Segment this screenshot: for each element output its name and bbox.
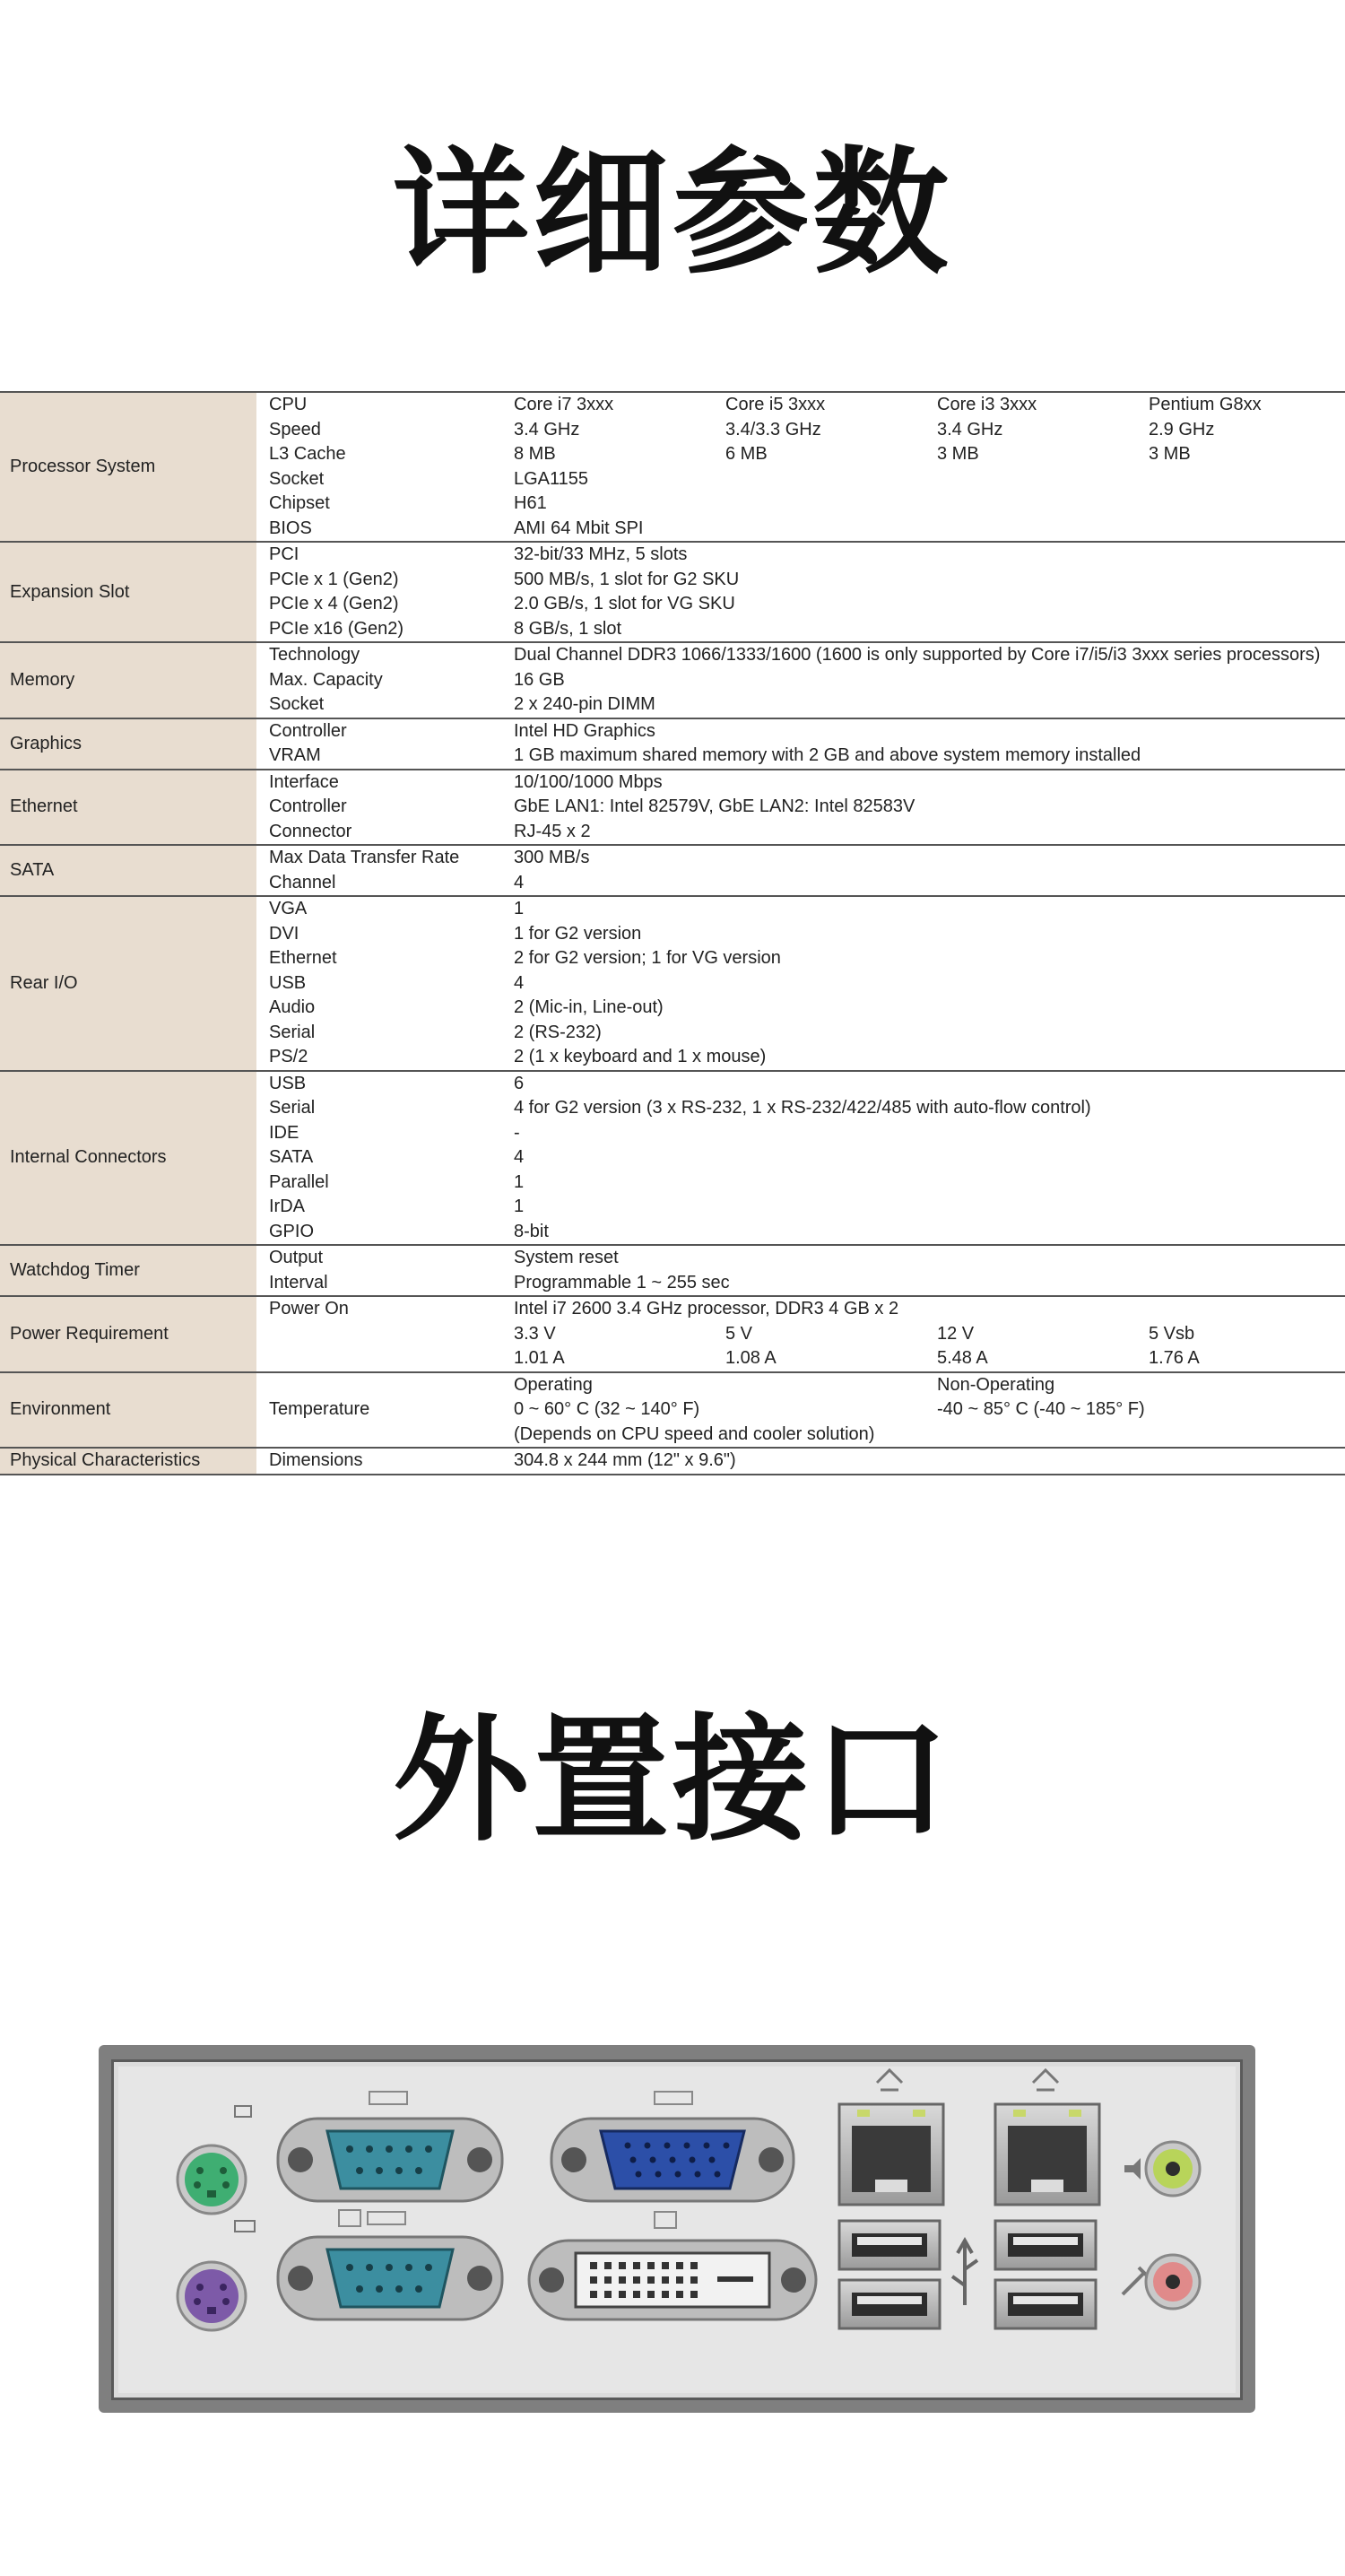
spec-row bbox=[269, 1271, 1345, 1296]
spec-key: Socket bbox=[269, 694, 325, 715]
network-icon bbox=[877, 2070, 902, 2090]
usb-port-2 bbox=[839, 2280, 940, 2328]
spec-key: CPU bbox=[269, 395, 308, 415]
spec-key: Interval bbox=[269, 1272, 328, 1292]
spec-value: 1 bbox=[514, 1171, 525, 1192]
mic-in-jack bbox=[1123, 2255, 1200, 2309]
spec-value: 2.9 GHz bbox=[1149, 419, 1215, 439]
spec-value: 2 (Mic-in, Line-out) bbox=[514, 997, 664, 1018]
spec-value: 1.08 A bbox=[725, 1348, 777, 1369]
spec-value: 2 x 240-pin DIMM bbox=[514, 694, 655, 715]
spec-row bbox=[269, 1145, 1345, 1171]
spec-section bbox=[0, 718, 1345, 769]
spec-value: Intel HD Graphics bbox=[514, 720, 655, 741]
spec-row bbox=[269, 1072, 1345, 1097]
line-out-jack bbox=[1124, 2142, 1200, 2196]
spec-row bbox=[269, 897, 1345, 922]
spec-value: AMI 64 Mbit SPI bbox=[514, 518, 644, 538]
spec-value: H61 bbox=[514, 493, 547, 514]
spec-value: 3.4/3.3 GHz bbox=[725, 419, 821, 439]
lan-port-2 bbox=[995, 2070, 1099, 2205]
spec-value: 5 V bbox=[725, 1323, 753, 1344]
spec-row bbox=[269, 617, 1345, 642]
spec-value: 3 MB bbox=[1149, 444, 1191, 465]
spec-row bbox=[269, 1322, 1345, 1347]
spec-key: VRAM bbox=[269, 745, 321, 766]
spec-value: 304.8 x 244 mm (12" x 9.6") bbox=[514, 1450, 736, 1471]
spec-row bbox=[269, 1449, 1345, 1474]
spec-value: 3 MB bbox=[937, 444, 979, 465]
spec-value: 16 GB bbox=[514, 669, 565, 690]
mouse-icon bbox=[235, 2221, 255, 2232]
spec-section-label: Environment bbox=[0, 1373, 256, 1448]
spec-row bbox=[269, 1171, 1345, 1196]
spec-key: IrDA bbox=[269, 1197, 305, 1217]
spec-row bbox=[269, 971, 1345, 996]
spec-value: 2 for G2 version; 1 for VG version bbox=[514, 948, 781, 969]
spec-value: 3.4 GHz bbox=[937, 419, 1003, 439]
spec-key: Serial bbox=[269, 1022, 316, 1042]
spec-value: 1 bbox=[514, 899, 525, 919]
spec-row bbox=[269, 517, 1345, 542]
spec-key: Controller bbox=[269, 720, 347, 741]
spec-key: VGA bbox=[269, 899, 308, 919]
spec-row bbox=[269, 1373, 1345, 1398]
spec-table bbox=[0, 391, 1345, 1475]
spec-key: Dimensions bbox=[269, 1450, 363, 1471]
spec-value: -40 ~ 85° C (-40 ~ 185° F) bbox=[937, 1399, 1145, 1420]
dvi-port bbox=[529, 2212, 816, 2319]
spec-section bbox=[0, 541, 1345, 641]
spec-value: 6 MB bbox=[725, 444, 768, 465]
spec-row bbox=[269, 820, 1345, 845]
spec-row bbox=[269, 543, 1345, 568]
spec-row bbox=[269, 946, 1345, 971]
spec-value: 2 (1 x keyboard and 1 x mouse) bbox=[514, 1047, 767, 1067]
spec-section bbox=[0, 769, 1345, 845]
spec-section-label: Memory bbox=[0, 643, 256, 718]
spec-key: Chipset bbox=[269, 493, 330, 514]
spec-section-label: Watchdog Timer bbox=[0, 1246, 256, 1295]
spec-section-label: Graphics bbox=[0, 719, 256, 769]
spec-section-label: Ethernet bbox=[0, 770, 256, 845]
spec-value: 4 bbox=[514, 1147, 525, 1168]
spec-value: 6 bbox=[514, 1073, 525, 1093]
spec-value: 1 for G2 version bbox=[514, 923, 642, 944]
spec-row bbox=[269, 1045, 1345, 1070]
serial-port-2 bbox=[278, 2210, 502, 2319]
spec-section-label: SATA bbox=[0, 846, 256, 895]
spec-value: 8-bit bbox=[514, 1221, 549, 1241]
vga-port bbox=[551, 2092, 794, 2201]
spec-row bbox=[269, 393, 1345, 418]
spec-key: Connector bbox=[269, 821, 352, 841]
spec-row bbox=[269, 592, 1345, 617]
spec-value: 10/100/1000 Mbps bbox=[514, 771, 663, 792]
spec-value: 32-bit/33 MHz, 5 slots bbox=[514, 544, 688, 565]
spec-value: Operating bbox=[514, 1374, 593, 1395]
usb-port-1 bbox=[839, 2221, 940, 2269]
network-icon bbox=[1033, 2070, 1058, 2090]
ps2-keyboard-port bbox=[178, 2106, 251, 2214]
spec-key: Temperature bbox=[269, 1399, 370, 1420]
spec-row bbox=[269, 1423, 1345, 1448]
spec-row bbox=[269, 1220, 1345, 1245]
spec-row bbox=[269, 643, 1345, 668]
spec-key: GPIO bbox=[269, 1221, 315, 1241]
serial-icon bbox=[368, 2212, 405, 2224]
spec-row bbox=[269, 719, 1345, 744]
spec-row bbox=[269, 1246, 1345, 1271]
spec-section bbox=[0, 391, 1345, 541]
spec-key: L3 Cache bbox=[269, 444, 346, 465]
spec-row bbox=[269, 692, 1345, 718]
spec-value: 8 GB/s, 1 slot bbox=[514, 618, 622, 639]
spec-value: 8 MB bbox=[514, 444, 556, 465]
spec-value: 2.0 GB/s, 1 slot for VG SKU bbox=[514, 594, 735, 614]
rear-io-heading: 外置接口 bbox=[393, 1701, 952, 1859]
spec-value: 5.48 A bbox=[937, 1348, 988, 1369]
spec-key: Output bbox=[269, 1248, 324, 1268]
spec-value: 4 for G2 version (3 x RS-232, 1 x RS-232/422/485 with auto-flow control) bbox=[514, 1098, 1091, 1118]
spec-section bbox=[0, 641, 1345, 718]
spec-section-label: Expansion Slot bbox=[0, 543, 256, 641]
spec-value: 1.01 A bbox=[514, 1348, 565, 1369]
spec-key: BIOS bbox=[269, 518, 312, 538]
spec-section bbox=[0, 1295, 1345, 1371]
spec-row bbox=[269, 1397, 1345, 1423]
keyboard-icon bbox=[235, 2106, 251, 2117]
spec-row bbox=[269, 871, 1345, 896]
usb-port-4 bbox=[995, 2280, 1096, 2328]
spec-key: SATA bbox=[269, 1147, 314, 1168]
spec-key: Interface bbox=[269, 771, 339, 792]
spec-key: IDE bbox=[269, 1122, 299, 1143]
spec-key: USB bbox=[269, 972, 307, 993]
serial-icon bbox=[369, 2092, 407, 2104]
spec-section bbox=[0, 895, 1345, 1070]
spec-value: Programmable 1 ~ 255 sec bbox=[514, 1272, 730, 1292]
spec-value: 4 bbox=[514, 972, 525, 993]
spec-value: 1.76 A bbox=[1149, 1348, 1200, 1369]
vga-icon bbox=[655, 2092, 692, 2104]
spec-value: Core i5 3xxx bbox=[725, 395, 826, 415]
spec-key: DVI bbox=[269, 923, 299, 944]
spec-value: 4 bbox=[514, 872, 525, 892]
spec-row bbox=[269, 1346, 1345, 1371]
spec-key: Controller bbox=[269, 796, 347, 817]
spec-key: PCIe x 4 (Gen2) bbox=[269, 594, 399, 614]
monitor-icon bbox=[655, 2212, 676, 2228]
spec-section bbox=[0, 1447, 1345, 1475]
spec-value: Pentium G8xx bbox=[1149, 395, 1262, 415]
spec-value: 300 MB/s bbox=[514, 848, 590, 868]
spec-value: 3.4 GHz bbox=[514, 419, 580, 439]
spec-key: PCI bbox=[269, 544, 299, 565]
spec-row bbox=[269, 668, 1345, 693]
spec-value: 2 (RS-232) bbox=[514, 1022, 602, 1042]
serial-port-1 bbox=[278, 2092, 502, 2201]
spec-row bbox=[269, 1297, 1345, 1322]
spec-row bbox=[269, 1195, 1345, 1220]
spec-value: - bbox=[514, 1122, 520, 1143]
spec-key: Channel bbox=[269, 872, 336, 892]
spec-row bbox=[269, 996, 1345, 1021]
spec-key: USB bbox=[269, 1073, 307, 1093]
spec-value: 12 V bbox=[937, 1323, 975, 1344]
spec-value: RJ-45 x 2 bbox=[514, 821, 591, 841]
spec-row bbox=[269, 795, 1345, 820]
spec-value: Intel i7 2600 3.4 GHz processor, DDR3 4 GB x 2 bbox=[514, 1299, 899, 1319]
rear-io-panel bbox=[99, 2045, 1255, 2413]
spec-value: 5 Vsb bbox=[1149, 1323, 1195, 1344]
spec-row bbox=[269, 418, 1345, 443]
spec-row bbox=[269, 568, 1345, 593]
spec-key: Power On bbox=[269, 1299, 349, 1319]
spec-key: PS/2 bbox=[269, 1047, 308, 1067]
spec-key: PCIe x 1 (Gen2) bbox=[269, 569, 399, 589]
spec-row bbox=[269, 770, 1345, 796]
spec-row bbox=[269, 744, 1345, 769]
spec-section-label: Power Requirement bbox=[0, 1297, 256, 1371]
spec-row bbox=[269, 1121, 1345, 1146]
usb-port-3 bbox=[995, 2221, 1096, 2269]
spec-key: PCIe x16 (Gen2) bbox=[269, 618, 404, 639]
spec-section bbox=[0, 844, 1345, 895]
spec-section-label: Rear I/O bbox=[0, 897, 256, 1070]
spec-key: Audio bbox=[269, 997, 316, 1018]
spec-section bbox=[0, 1244, 1345, 1295]
spec-value: Core i3 3xxx bbox=[937, 395, 1037, 415]
spec-key: Socket bbox=[269, 468, 325, 489]
spec-value: Dual Channel DDR3 1066/1333/1600 (1600 is only supported by Core i7/i5/i3 3xxx series processors) bbox=[514, 645, 1321, 666]
usb-icon bbox=[952, 2241, 977, 2305]
spec-section-label: Processor System bbox=[0, 393, 256, 541]
spec-key: Parallel bbox=[269, 1171, 329, 1192]
spec-key: Speed bbox=[269, 419, 321, 439]
lan-port-1 bbox=[839, 2070, 943, 2205]
spec-row bbox=[269, 1096, 1345, 1121]
spec-key: Max. Capacity bbox=[269, 669, 383, 690]
spec-key: Technology bbox=[269, 645, 360, 666]
ps2-mouse-port bbox=[178, 2221, 255, 2330]
spec-row bbox=[269, 492, 1345, 517]
speaker-icon bbox=[1124, 2158, 1141, 2180]
spec-value: 1 GB maximum shared memory with 2 GB and above system memory installed bbox=[514, 745, 1141, 766]
spec-row bbox=[269, 467, 1345, 492]
spec-row bbox=[269, 442, 1345, 467]
spec-value: GbE LAN1: Intel 82579V, GbE LAN2: Intel 82583V bbox=[514, 796, 915, 817]
monitor-icon bbox=[339, 2210, 360, 2226]
spec-value: 3.3 V bbox=[514, 1323, 556, 1344]
rear-io-drawing bbox=[99, 2045, 1255, 2413]
spec-row bbox=[269, 1021, 1345, 1046]
spec-value: System reset bbox=[514, 1248, 619, 1268]
spec-key: Max Data Transfer Rate bbox=[269, 848, 460, 868]
spec-value: LGA1155 bbox=[514, 468, 589, 489]
spec-key: Serial bbox=[269, 1098, 316, 1118]
spec-section-label: Physical Characteristics bbox=[0, 1449, 256, 1474]
spec-key: Ethernet bbox=[269, 948, 337, 969]
spec-value: 500 MB/s, 1 slot for G2 SKU bbox=[514, 569, 740, 589]
spec-value: Core i7 3xxx bbox=[514, 395, 614, 415]
spec-section bbox=[0, 1371, 1345, 1448]
spec-section bbox=[0, 1070, 1345, 1245]
specs-heading: 详细参数 bbox=[393, 134, 952, 292]
spec-value: 1 bbox=[514, 1197, 525, 1217]
spec-value: 0 ~ 60° C (32 ~ 140° F) bbox=[514, 1399, 700, 1420]
spec-row bbox=[269, 922, 1345, 947]
spec-value: Non-Operating bbox=[937, 1374, 1055, 1395]
spec-section-label: Internal Connectors bbox=[0, 1072, 256, 1245]
spec-value: (Depends on CPU speed and cooler solution) bbox=[514, 1423, 875, 1444]
spec-row bbox=[269, 846, 1345, 871]
